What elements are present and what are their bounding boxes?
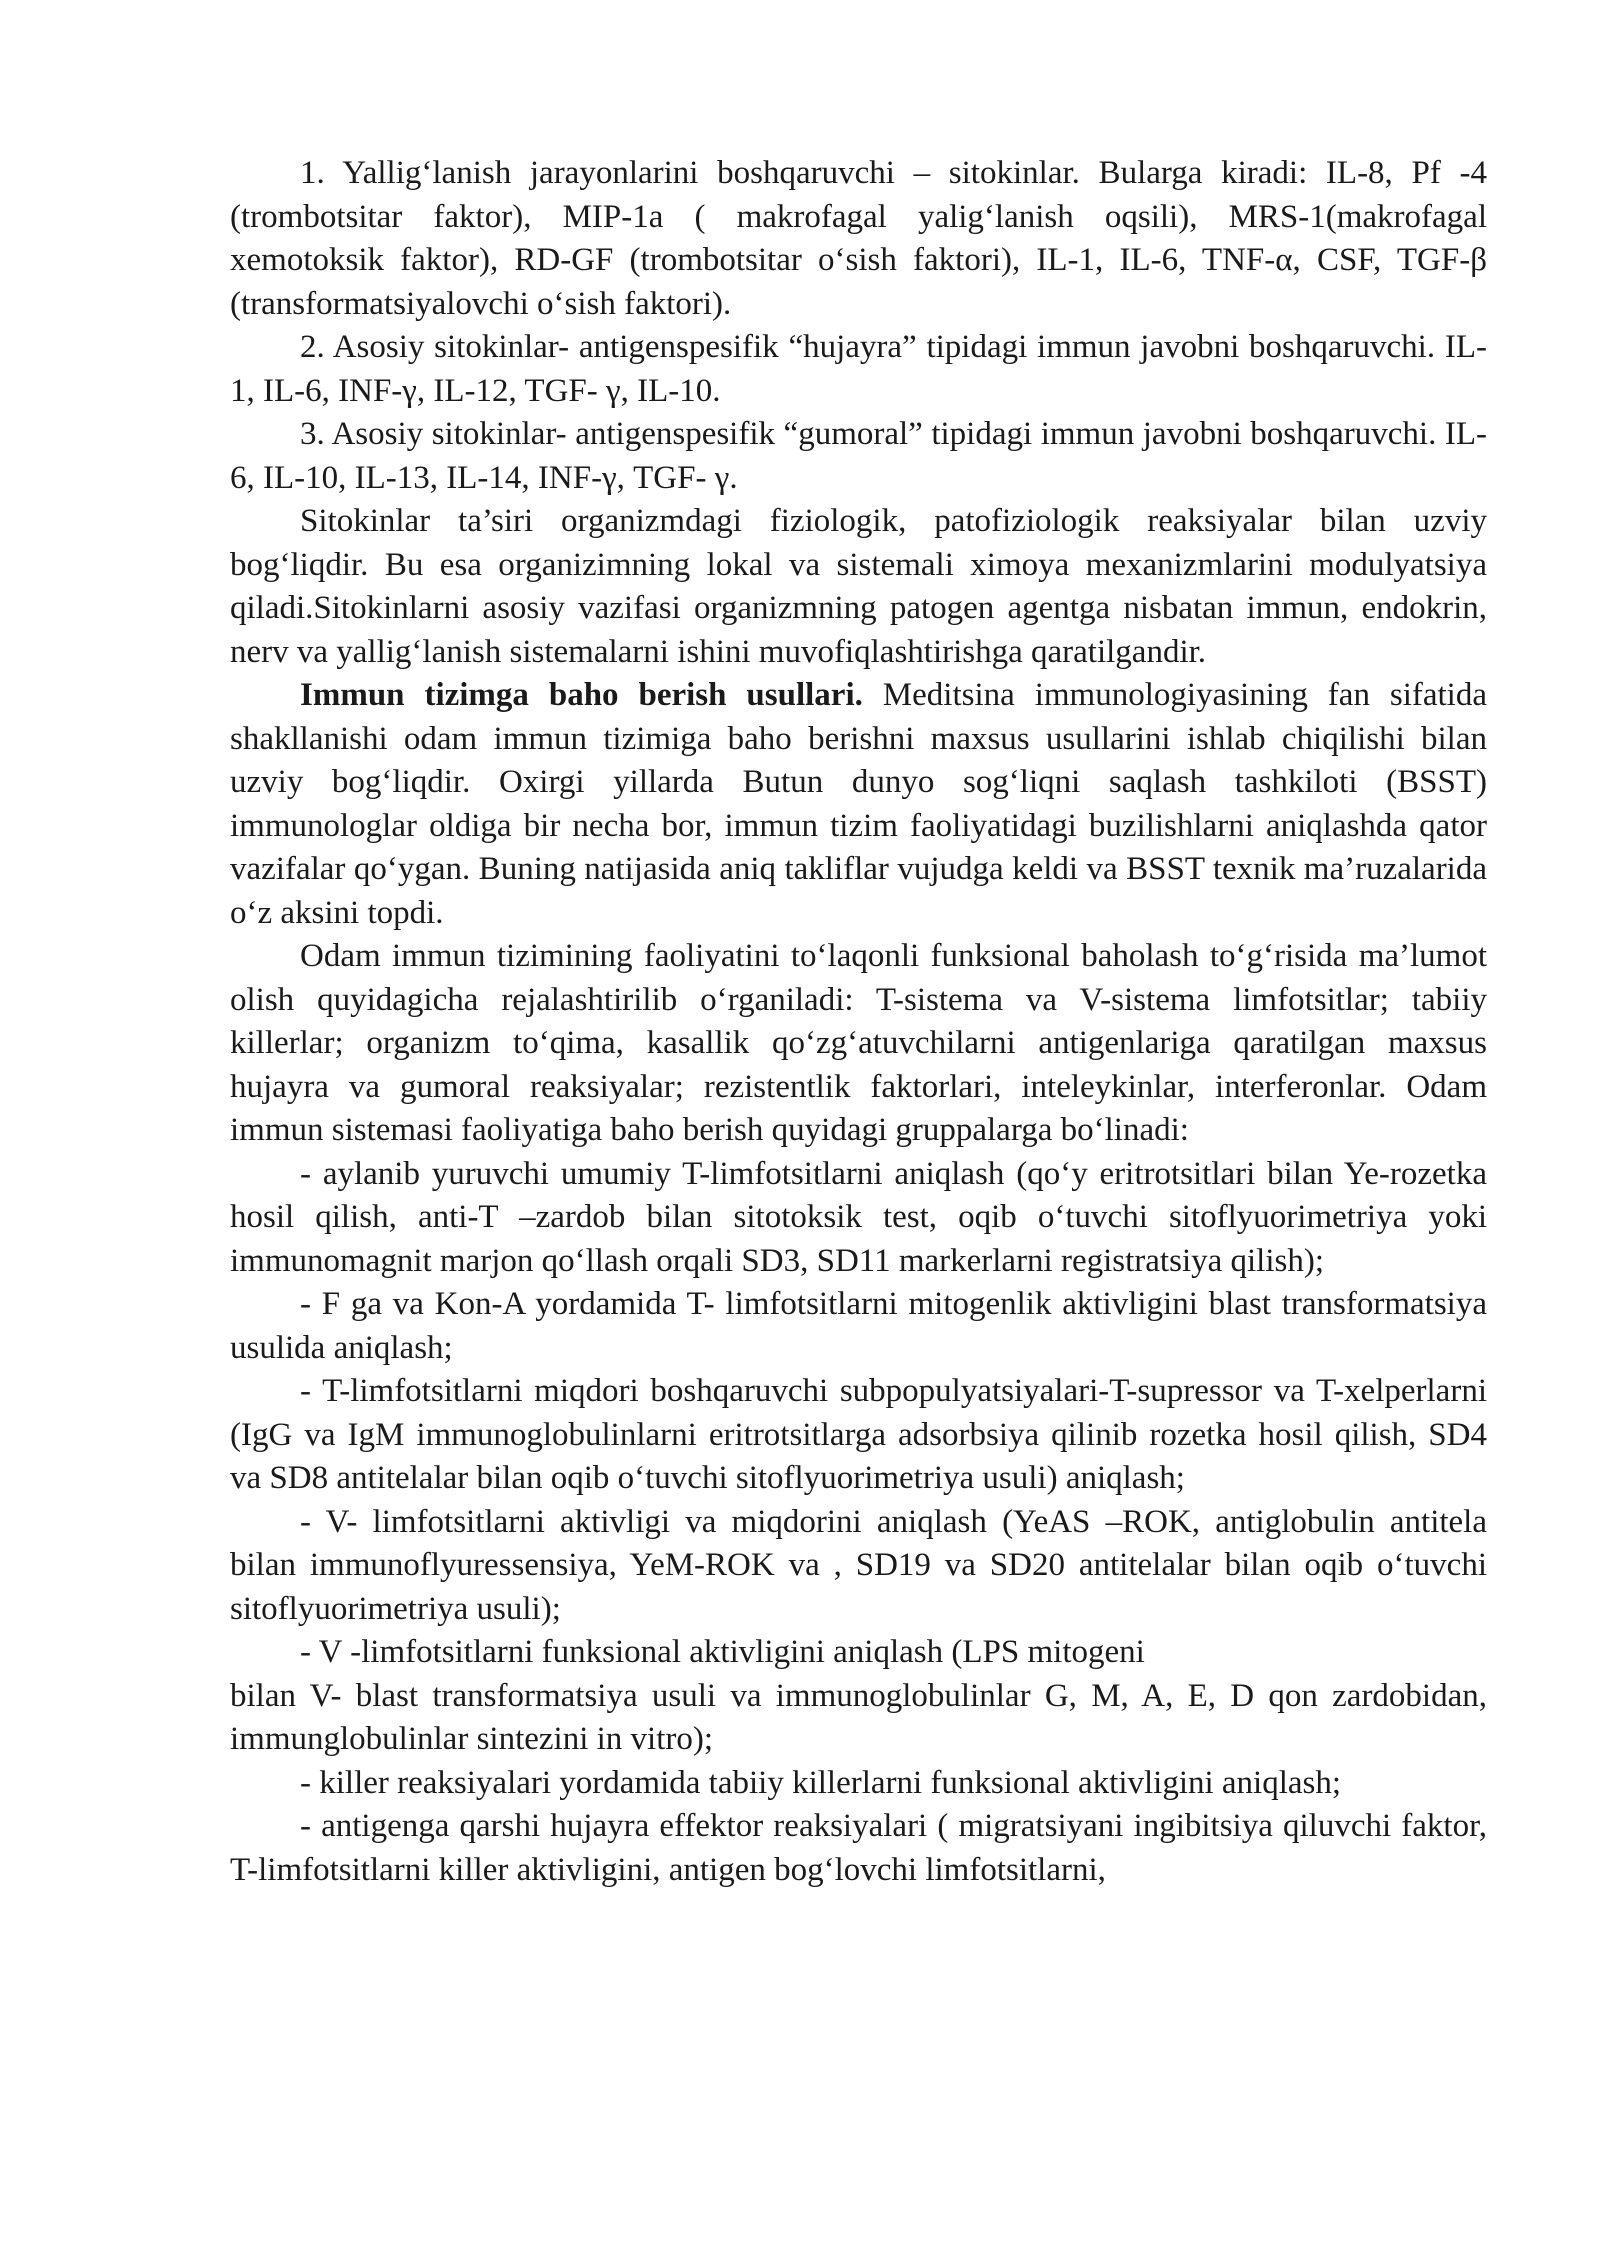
list-item-v-functional-line1: - V -limfotsitlarni funksional aktivligini aniqlash (LPS mitogeni	[300, 1634, 1145, 1670]
paragraph-cytokine-effects: Sitokinlar ta’siri organizmdagi fiziologik, patofiziologik reaksiyalar bilan uzviy bog‘liqdir. Bu esa organizimning lokal va sistemali ximoya mexanizmlarini modulyatsiya qiladi.Sitokinlarni asosiy vazifasi organizmning patogen agentga nisbatan immun, endokrin, nerv va yallig‘lanish sistemalarni ishini muvofiqlashtirishga qaratilgandir.	[230, 503, 1487, 670]
section-heading-body: Meditsina immunologiyasining fan sifatida shakllanishi odam immun tizimiga baho berishni maxsus usullarini ishlab chiqilishi bilan uzviy bog‘liqdir. Oxirgi yillarda Butun dunyo sog‘liqni saqlash tashkiloti (BSST) immunologlar oldiga bir necha bor, immun tizim faoliyatidagi buzilishlarni aniqlashda qator vazifalar qo‘ygan. Buning natijasida aniq takliflar vujudga keldi va BSST texnik ma’ruzalarida o‘z aksini topdi.	[230, 677, 1487, 931]
list-item-effector-reactions: - antigenga qarshi hujayra effektor reaksiyalari ( migratsiyani ingibitsiya qiluvchi faktor, T-limfotsitlarni killer aktivligini, antigen bog‘lovchi limfotsitlarni,	[230, 1808, 1487, 1888]
paragraph-cytokines-inflammation: 1. Yallig‘lanish jarayonlarini boshqaruvchi – sitokinlar. Bularga kiradi: IL-8, Pf -4 (trombotsitar faktor), MIP-1a ( makrofagal yalig‘lanish oqsili), MRS-1(makrofagal xemotoksik faktor), RD-GF (trombotsitar o‘sish faktori), IL-1, IL-6, TNF-α, CSF, TGF-β (transformatsiyalovchi o‘sish faktori).	[230, 155, 1487, 322]
paragraph-functional-assessment: Odam immun tizimining faoliyatini to‘laqonli funksional baholash to‘g‘risida ma’lumot olish quyidagicha rejalashtirilib o‘rganiladi: T-sistema va V-sistema limfotsitlar; tabiiy killerlar; organizm to‘qima, kasallik qo‘zg‘atuvchilarni antigenlariga qaratilgan maxsus hujayra va gumoral reaksiyalar; rezistentlik faktorlari, inteleykinlar, interferonlar. Odam immun sistemasi faoliyatiga baho berish quyidagi gruppalarga bo‘linadi:	[230, 938, 1487, 1148]
paragraph-cellular-response: 2. Asosiy sitokinlar- antigenspesifik “hujayra” tipidagi immun javobni boshqaruvchi. IL-1, IL-6, INF-γ, IL-12, TGF- γ, IL-10.	[230, 329, 1487, 409]
list-item-v-functional-rest: bilan V- blast transformatsiya usuli va immunoglobulinlar G, M, A, E, D qon zardobidan, immunglobulinlar sintezini in vitro);	[230, 1677, 1487, 1757]
list-item-t-subpopulations: - T-limfotsitlarni miqdori boshqaruvchi subpopulyatsiyalari-T-supressor va T-xelperlarni (IgG va IgM immunoglobulinlarni eritrotsitlarga adsorbsiya qilinib rozetka hosil qilish, SD4 va SD8 antitelalar bilan oqib o‘tuvchi sitoflyuorimetriya usuli) aniqlash;	[230, 1373, 1487, 1496]
list-item-t-lymphocytes: - aylanib yuruvchi umumiy T-limfotsitlarni aniqlash (qo‘y eritrotsitlari bilan Ye-rozetka hosil qilish, anti-T –zardob bilan sitotoksik test, oqib o‘tuvchi sitoflyuorimetriya yoki immunomagnit marjon qo‘llash orqali SD3, SD11 markerlarni registratsiya qilish);	[230, 1155, 1487, 1279]
list-item-killer-reactions: - killer reaksiyalari yordamida tabiiy killerlarni funksional aktivligini aniqlash;	[300, 1764, 1342, 1801]
paragraph-humoral-response: 3. Asosiy sitokinlar- antigenspesifik “gumoral” tipidagi immun javobni boshqaruvchi. IL-6, IL-10, IL-13, IL-14, INF-γ, TGF- γ.	[230, 416, 1487, 496]
list-item-v-lymphocytes: - V- limfotsitlarni aktivligi va miqdorini aniqlash (YeAS –ROK, antiglobulin antitela bilan immunoflyuressensiya, YeM-ROK va , SD19 va SD20 antitelalar bilan oqib o‘tuvchi sitoflyuorimetriya usuli);	[230, 1503, 1487, 1627]
paragraph-assessment-methods	[230, 674, 1487, 935]
section-heading: Immun tizimga baho berish usullari.	[300, 677, 863, 713]
document-page	[230, 152, 1487, 1892]
list-item-mitogen-activity: - F ga va Kon-A yordamida T- limfotsitlarni mitogenlik aktivligini blast transformatsiya usulida aniqlash;	[230, 1286, 1487, 1366]
